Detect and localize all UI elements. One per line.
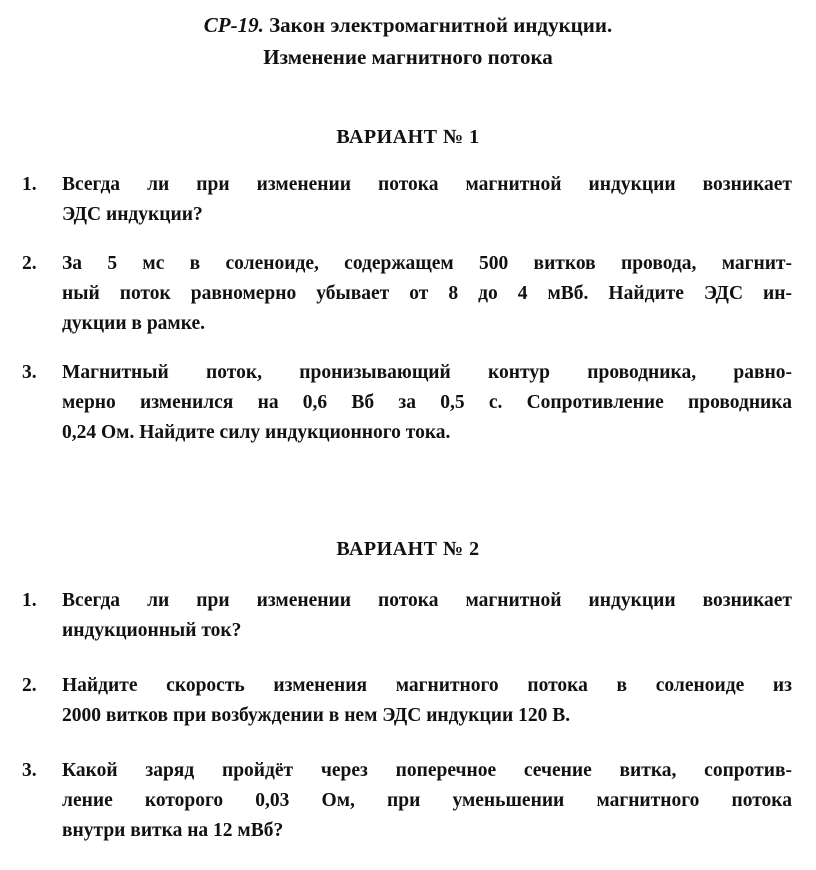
variant-2-title: ВАРИАНТ № 2 [336, 538, 480, 560]
worksheet-code: СР-19. [203, 13, 264, 37]
task-number: 3. [22, 362, 37, 383]
task-text [62, 671, 792, 731]
task-line: 2000 витков при возбуждении в нем ЭДС индукции 120 В. [62, 705, 571, 726]
task-number: 2. [22, 253, 37, 274]
task-text [62, 586, 792, 646]
worksheet-title-line-2: Изменение магнитного потока [263, 45, 553, 69]
task-text [62, 358, 792, 448]
task-line: Всегда ли при изменении потока магнитной индукции возникает [62, 590, 792, 611]
task-line: Магнитный поток, пронизывающий контур проводника, равно- [62, 362, 792, 383]
task-line: мерно изменился на 0,6 Вб за 0,5 с. Сопротивление проводника [62, 392, 792, 413]
task-number: 1. [22, 174, 37, 195]
worksheet-title: Закон электромагнитной индукции. [263, 13, 613, 37]
task-line: Какой заряд пройдёт через поперечное сечение витка, сопротив- [62, 760, 792, 781]
variant-2-task-3 [22, 756, 792, 846]
variant-1-task-3 [22, 358, 792, 448]
variant-2-task-1 [22, 586, 792, 646]
task-text [62, 756, 792, 846]
task-text [62, 249, 792, 339]
worksheet-title-line-1 [0, 10, 816, 40]
task-line: За 5 мс в соленоиде, содержащем 500 витков провода, магнит- [62, 253, 792, 274]
task-line: индукционный ток? [62, 620, 242, 641]
task-number: 1. [22, 590, 37, 611]
task-line: ный поток равномерно убывает от 8 до 4 мВб. Найдите ЭДС ин- [62, 283, 792, 304]
task-number: 3. [22, 760, 37, 781]
task-line: внутри витка на 12 мВб? [62, 820, 284, 841]
task-line: Всегда ли при изменении потока магнитной индукции возникает [62, 174, 792, 195]
task-text [62, 170, 792, 230]
task-line: дукции в рамке. [62, 313, 205, 334]
task-line: ление которого 0,03 Ом, при уменьшении магнитного потока [62, 790, 792, 811]
task-line: 0,24 Ом. Найдите силу индукционного тока. [62, 422, 451, 443]
variant-1-title: ВАРИАНТ № 1 [336, 126, 480, 148]
variant-2-task-2 [22, 671, 792, 731]
variant-1-task-2 [22, 249, 792, 339]
variant-1-task-1 [22, 170, 792, 230]
task-number: 2. [22, 675, 37, 696]
task-line: Найдите скорость изменения магнитного потока в соленоиде из [62, 675, 792, 696]
task-line: ЭДС индукции? [62, 204, 203, 225]
